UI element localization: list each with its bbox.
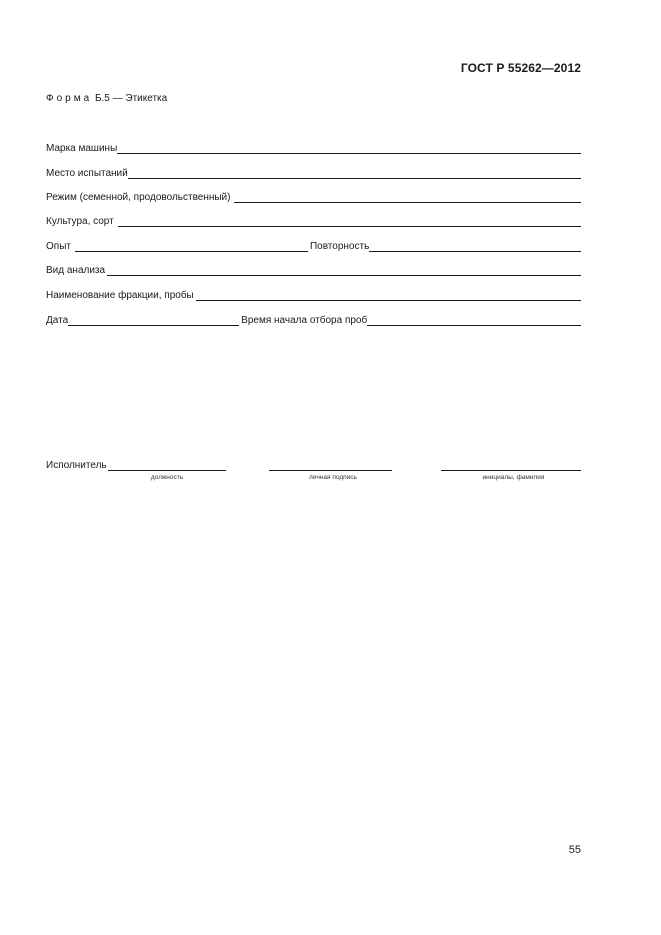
form-title-word: Форма <box>46 93 93 104</box>
field-line-experiment[interactable] <box>75 241 308 252</box>
page-number: 55 <box>568 844 581 856</box>
signature-personal-line[interactable] <box>269 460 392 471</box>
field-line-place[interactable] <box>128 168 581 179</box>
caption-personal-signature: личная подпись <box>309 474 357 481</box>
field-label-mode: Режим (семенной, продовольственный) <box>46 192 231 203</box>
standard-number: ГОСТ Р 55262—2012 <box>460 61 581 75</box>
field-line-fraction[interactable] <box>196 290 581 301</box>
field-row-analysis <box>46 263 581 277</box>
field-label-analysis: Вид анализа <box>46 265 106 276</box>
field-line-date[interactable] <box>68 315 239 326</box>
field-label-date: Дата <box>46 315 69 326</box>
field-label-culture: Культура, сорт <box>46 216 114 227</box>
signature-name-line[interactable] <box>441 460 581 471</box>
signature-position-line[interactable] <box>108 460 226 471</box>
field-line-analysis[interactable] <box>107 265 581 276</box>
form-title-rest: Б.5 — Этикетка <box>92 93 168 104</box>
field-label-machine: Марка машины <box>46 143 118 154</box>
field-label-fraction: Наименование фракции, пробы <box>46 290 194 301</box>
field-row-fraction <box>46 288 581 302</box>
field-line-repetition[interactable] <box>369 241 581 252</box>
field-label-place: Место испытаний <box>46 168 128 179</box>
field-line-machine[interactable] <box>117 143 581 154</box>
field-line-mode[interactable] <box>234 192 581 203</box>
signature-label: Исполнитель <box>46 460 107 471</box>
field-row-date <box>46 313 581 327</box>
field-line-culture[interactable] <box>118 216 581 227</box>
field-row-place <box>46 166 581 180</box>
field-line-sampling-time[interactable] <box>367 315 581 326</box>
form-title <box>46 93 167 104</box>
field-label-repetition: Повторность <box>309 241 370 252</box>
caption-initials-surname: инициалы, фамилия <box>482 474 545 481</box>
field-row-culture <box>46 214 581 228</box>
field-row-mode <box>46 190 581 204</box>
field-label-sampling-time: Время начала отбора проб <box>241 315 368 326</box>
field-row-machine <box>46 141 581 155</box>
field-row-experiment <box>46 239 581 253</box>
caption-position: должность <box>150 474 184 481</box>
field-label-experiment: Опыт <box>46 241 71 252</box>
